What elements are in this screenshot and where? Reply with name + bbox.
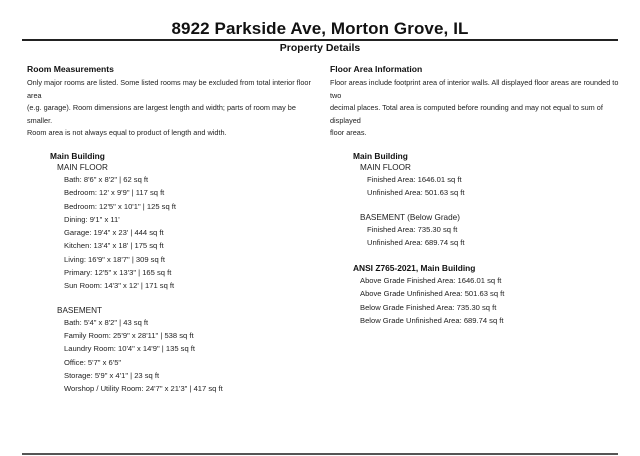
room-item: Garage: 19'4" x 23' | 444 sq ft (64, 228, 164, 238)
building-label: Main Building (50, 150, 105, 161)
ansi-item: Below Grade Unfinished Area: 689.74 sq ft (360, 316, 504, 326)
room-item: Office: 5'7" x 6'5" (64, 357, 122, 367)
area-item: Unfinished Area: 501.63 sq ft (367, 188, 465, 198)
footer-divider (22, 453, 618, 455)
ansi-item: Above Grade Unfinished Area: 501.63 sq ft (360, 289, 505, 299)
room-item: Family Room: 25'9" x 28'11" | 538 sq ft (64, 330, 194, 340)
room-note-line: (e.g. garage). Room dimensions are largest length and width; parts of room may be smaller. (27, 103, 296, 125)
room-item: Worshop / Utility Room: 24'7" x 21'3" | 417 sq ft (64, 384, 223, 394)
page-subtitle: Property Details (279, 42, 361, 54)
room-item: Storage: 5'9" x 4'1" | 23 sq ft (64, 370, 160, 380)
room-measurements-heading: Room Measurements (27, 64, 114, 74)
floor-label: MAIN FLOOR (57, 162, 108, 172)
area-item: Finished Area: 1646.01 sq ft (367, 174, 462, 184)
floor-label: BASEMENT (57, 305, 103, 315)
room-item: Bedroom: 12' x 9'9" | 117 sq ft (64, 188, 165, 198)
room-item: Living: 16'9" x 18'7" | 309 sq ft (64, 254, 166, 264)
floor-area-section (330, 64, 626, 327)
floor-label: MAIN FLOOR (360, 162, 411, 172)
floor-area-note-line: floor areas. (330, 128, 367, 138)
room-note-line: Only major rooms are listed. Some listed rooms may be excluded from total interior floor area (27, 78, 311, 100)
room-item: Bath: 5'4" x 8'2" | 43 sq ft (64, 317, 149, 327)
floor-area-note-line: decimal places. Total area is computed before rounding and may not equal to sum of displayed (330, 103, 603, 125)
room-item: Bath: 8'6" x 8'2" | 62 sq ft (64, 174, 149, 184)
room-item: Sun Room: 14'3" x 12' | 171 sq ft (64, 281, 175, 291)
building-label: Main Building (353, 150, 408, 161)
area-item: Unfinished Area: 689.74 sq ft (367, 237, 465, 247)
ansi-heading: ANSI Z765-2021, Main Building (353, 263, 476, 274)
page-title: 8922 Parkside Ave, Morton Grove, IL (171, 19, 469, 38)
room-note-line: Room area is not always equal to product of length and width. (27, 128, 227, 138)
room-item: Dining: 9'1" x 11' (64, 214, 120, 224)
header-divider (22, 39, 618, 41)
room-item: Laundry Room: 10'4" x 14'9" | 135 sq ft (64, 344, 195, 354)
room-item: Bedroom: 12'5" x 10'1" | 125 sq ft (64, 201, 177, 211)
ansi-item: Above Grade Finished Area: 1646.01 sq ft (360, 276, 502, 286)
room-measurements-section (27, 64, 317, 395)
area-item: Finished Area: 735.30 sq ft (367, 224, 458, 234)
floor-area-note-line: Floor areas include footprint area of interior walls. All displayed floor areas are rounded to two (330, 78, 619, 100)
room-item: Kitchen: 13'4" x 18' | 175 sq ft (64, 241, 164, 251)
room-item: Primary: 12'5" x 13'3" | 165 sq ft (64, 268, 172, 278)
floor-area-heading: Floor Area Information (330, 64, 423, 74)
ansi-item: Below Grade Finished Area: 735.30 sq ft (360, 302, 497, 312)
floor-label: BASEMENT (Below Grade) (360, 212, 460, 222)
